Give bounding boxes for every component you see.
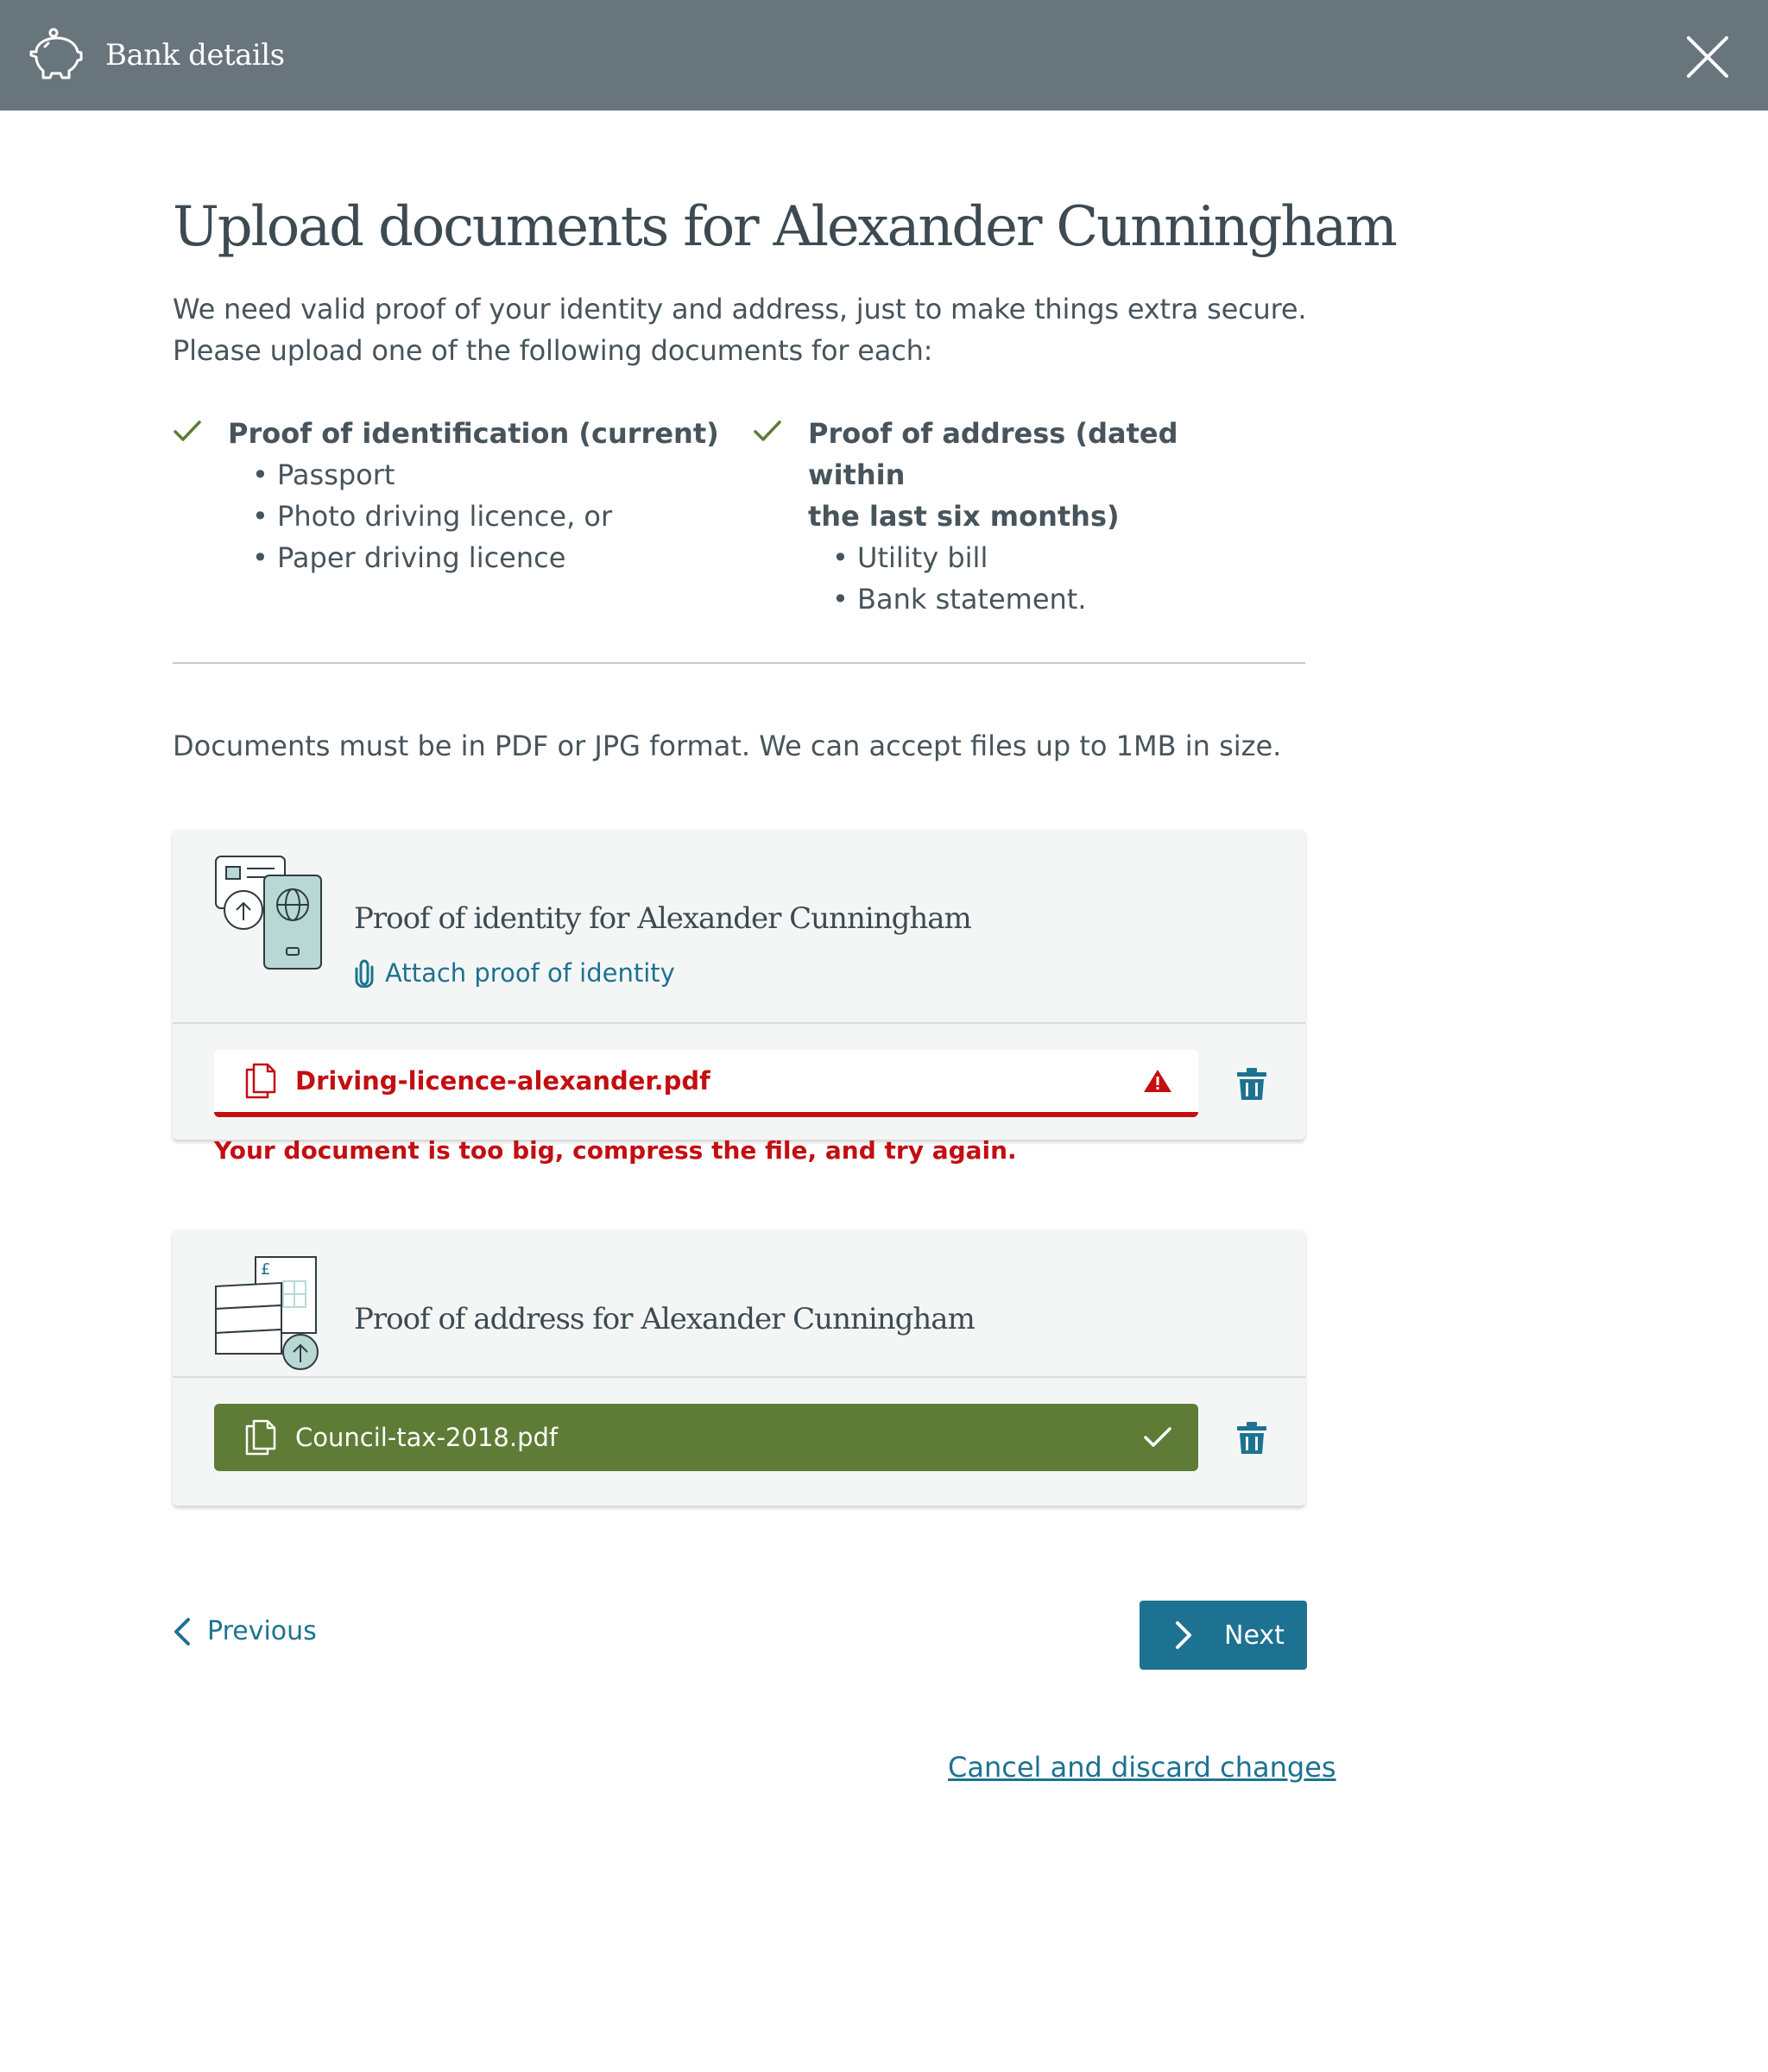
card-divider: [173, 1022, 1305, 1024]
svg-text:£: £: [261, 1260, 271, 1279]
checkmark-icon: [753, 418, 782, 444]
checkmark-icon: [173, 418, 202, 444]
address-file-row[interactable]: [214, 1404, 1198, 1471]
next-button[interactable]: [1140, 1601, 1307, 1670]
list-item: • Passport: [252, 454, 725, 496]
list-item: • Photo driving licence, or: [252, 496, 725, 537]
piggy-bank-icon: [28, 26, 85, 83]
document-icon: [245, 1419, 276, 1456]
list-item: • Bank statement.: [832, 578, 1236, 620]
address-card-title: Proof of address for Alexander Cunningham: [354, 1302, 975, 1336]
intro-line-1: We need valid proof of your identity and address, just to make things extra secure.: [173, 293, 1307, 325]
header-title: Bank details: [105, 38, 285, 73]
app-header: [0, 0, 1768, 111]
chevron-left-icon: [173, 1617, 192, 1646]
identity-card-title: Proof of identity for Alexander Cunningham: [354, 901, 971, 936]
intro-line-2: Please upload one of the following documents for each:: [173, 334, 933, 367]
address-heading-line-1: Proof of address (dated within: [808, 417, 1178, 491]
close-icon[interactable]: [1683, 33, 1732, 81]
passport-upload-illustration: [214, 855, 325, 970]
list-item: • Paper driving licence: [252, 537, 725, 578]
intro-text: [173, 288, 1312, 371]
previous-label: Previous: [207, 1616, 317, 1646]
attach-identity-link[interactable]: [354, 958, 675, 988]
trash-icon[interactable]: [1236, 1067, 1267, 1102]
file-format-note: Documents must be in PDF or JPG format. We can accept files up to 1MB in size.: [173, 730, 1282, 762]
identity-file-name: Driving-licence-alexander.pdf: [295, 1066, 710, 1096]
previous-button[interactable]: [173, 1616, 317, 1646]
address-requirements-list: [832, 537, 1236, 620]
warning-icon: [1143, 1068, 1172, 1094]
paperclip-icon: [354, 958, 375, 988]
identity-requirements-heading: Proof of identification (current): [228, 417, 719, 450]
page-title: Upload documents for Alexander Cunningham: [173, 195, 1396, 259]
identity-requirements: [173, 413, 725, 578]
address-requirements-heading: [808, 413, 1236, 537]
bill-upload-illustration: [214, 1255, 325, 1371]
list-item: • Utility bill: [832, 537, 1236, 578]
chevron-right-icon: [1174, 1620, 1193, 1650]
checkmark-icon: [1143, 1425, 1172, 1450]
trash-icon[interactable]: [1236, 1421, 1267, 1456]
next-label: Next: [1224, 1620, 1285, 1651]
identity-file-error: Your document is too big, compress the file, and try again.: [214, 1136, 1017, 1165]
address-requirements: [753, 413, 1236, 620]
address-heading-line-2: the last six months): [808, 500, 1120, 533]
divider: [173, 662, 1305, 664]
card-divider: [173, 1376, 1305, 1378]
identity-file-row[interactable]: [214, 1050, 1198, 1117]
address-upload-card: [173, 1229, 1305, 1506]
cancel-link[interactable]: Cancel and discard changes: [948, 1751, 1336, 1784]
attach-identity-label: Attach proof of identity: [385, 958, 675, 988]
address-file-name: Council-tax-2018.pdf: [295, 1423, 559, 1452]
document-icon: [245, 1063, 276, 1099]
identity-upload-card: [173, 829, 1305, 1165]
identity-requirements-list: [252, 454, 725, 578]
